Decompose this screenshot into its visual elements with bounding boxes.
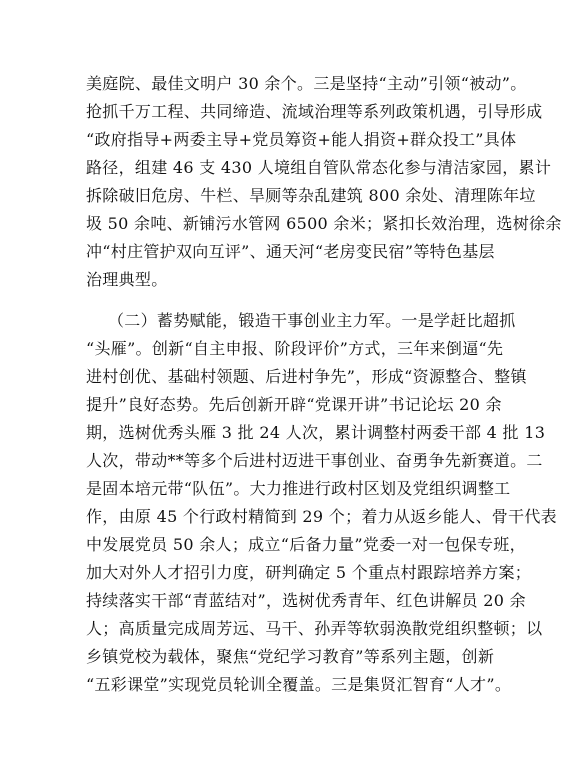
section-heading-line: （二）蓄势赋能，锻造干事创业主力军。一是学赶比超抓 [108,311,516,330]
text-line: 拆除破旧危房、牛栏、旱厕等杂乱建筑 800 余处、清理陈年垃 [86,186,536,205]
text-line: 路径，组建 46 支 430 人境组自管队常态化参与清洁家园，累计 [86,158,552,177]
text-line: 治理典型。 [86,270,168,289]
text-line: “五彩课堂”实现党员轮训全覆盖。三是集贤汇智育“人才”。 [86,675,512,694]
text-line: 人；高质量完成周芳远、马干、孙弄等软弱涣散党组织整顿；以 [86,619,543,638]
text-line: 提升”良好态势。先后创新开辟“党课开讲”书记论坛 20 余 [86,395,502,414]
text-line: “政府指导+两委主导+党员筹资+能人捐资+群众投工”具体 [86,130,517,149]
text-line: 美庭院、最佳文明户 30 余个。三是坚持“主动”引领“被动”。 [86,74,527,93]
text-line: 持续落实干部“青蓝结对”，选树优秀青年、红色讲解员 20 余 [86,591,526,610]
text-line: 期，选树优秀头雁 3 批 24 人次，累计调整村两委干部 4 批 13 [86,423,546,442]
text-line: 中发展党员 50 余人；成立“后备力量”党委一对一包保专班， [86,535,526,554]
text-line: 进村创优、基础村领题、后进村争先”，形成“资源整合、整镇 [86,367,527,386]
text-line: 乡镇党校为载体，聚焦“党纪学习教育”等系列主题，创新 [86,647,495,666]
text-line: 冲“村庄管护双向互评”、通天河“老房变民宿”等特色基层 [86,242,495,261]
text-line: “头雁”。创新“自主申报、阶段评价”方式，三年来倒逼“先 [86,339,504,358]
text-line: 抢抓千万工程、共同缔造、流域治理等系列政策机遇，引导形成 [86,102,543,121]
text-line: 人次，带动**等多个后进村迈进干事创业、奋勇争先新赛道。二 [86,451,543,470]
text-line: 加大对外人才招引力度，研判确定 5 个重点村跟踪培养方案； [86,563,532,582]
text-line: 作，由原 45 个行政村精简到 29 个；着力从返乡能人、骨干代表 [86,507,557,526]
text-line: 是固本培元带“队伍”。大力推进行政村区划及党组织调整工 [86,479,511,498]
text-line: 圾 50 余吨、新铺污水管网 6500 余米；紧扣长效治理，选树徐余 [86,214,562,233]
